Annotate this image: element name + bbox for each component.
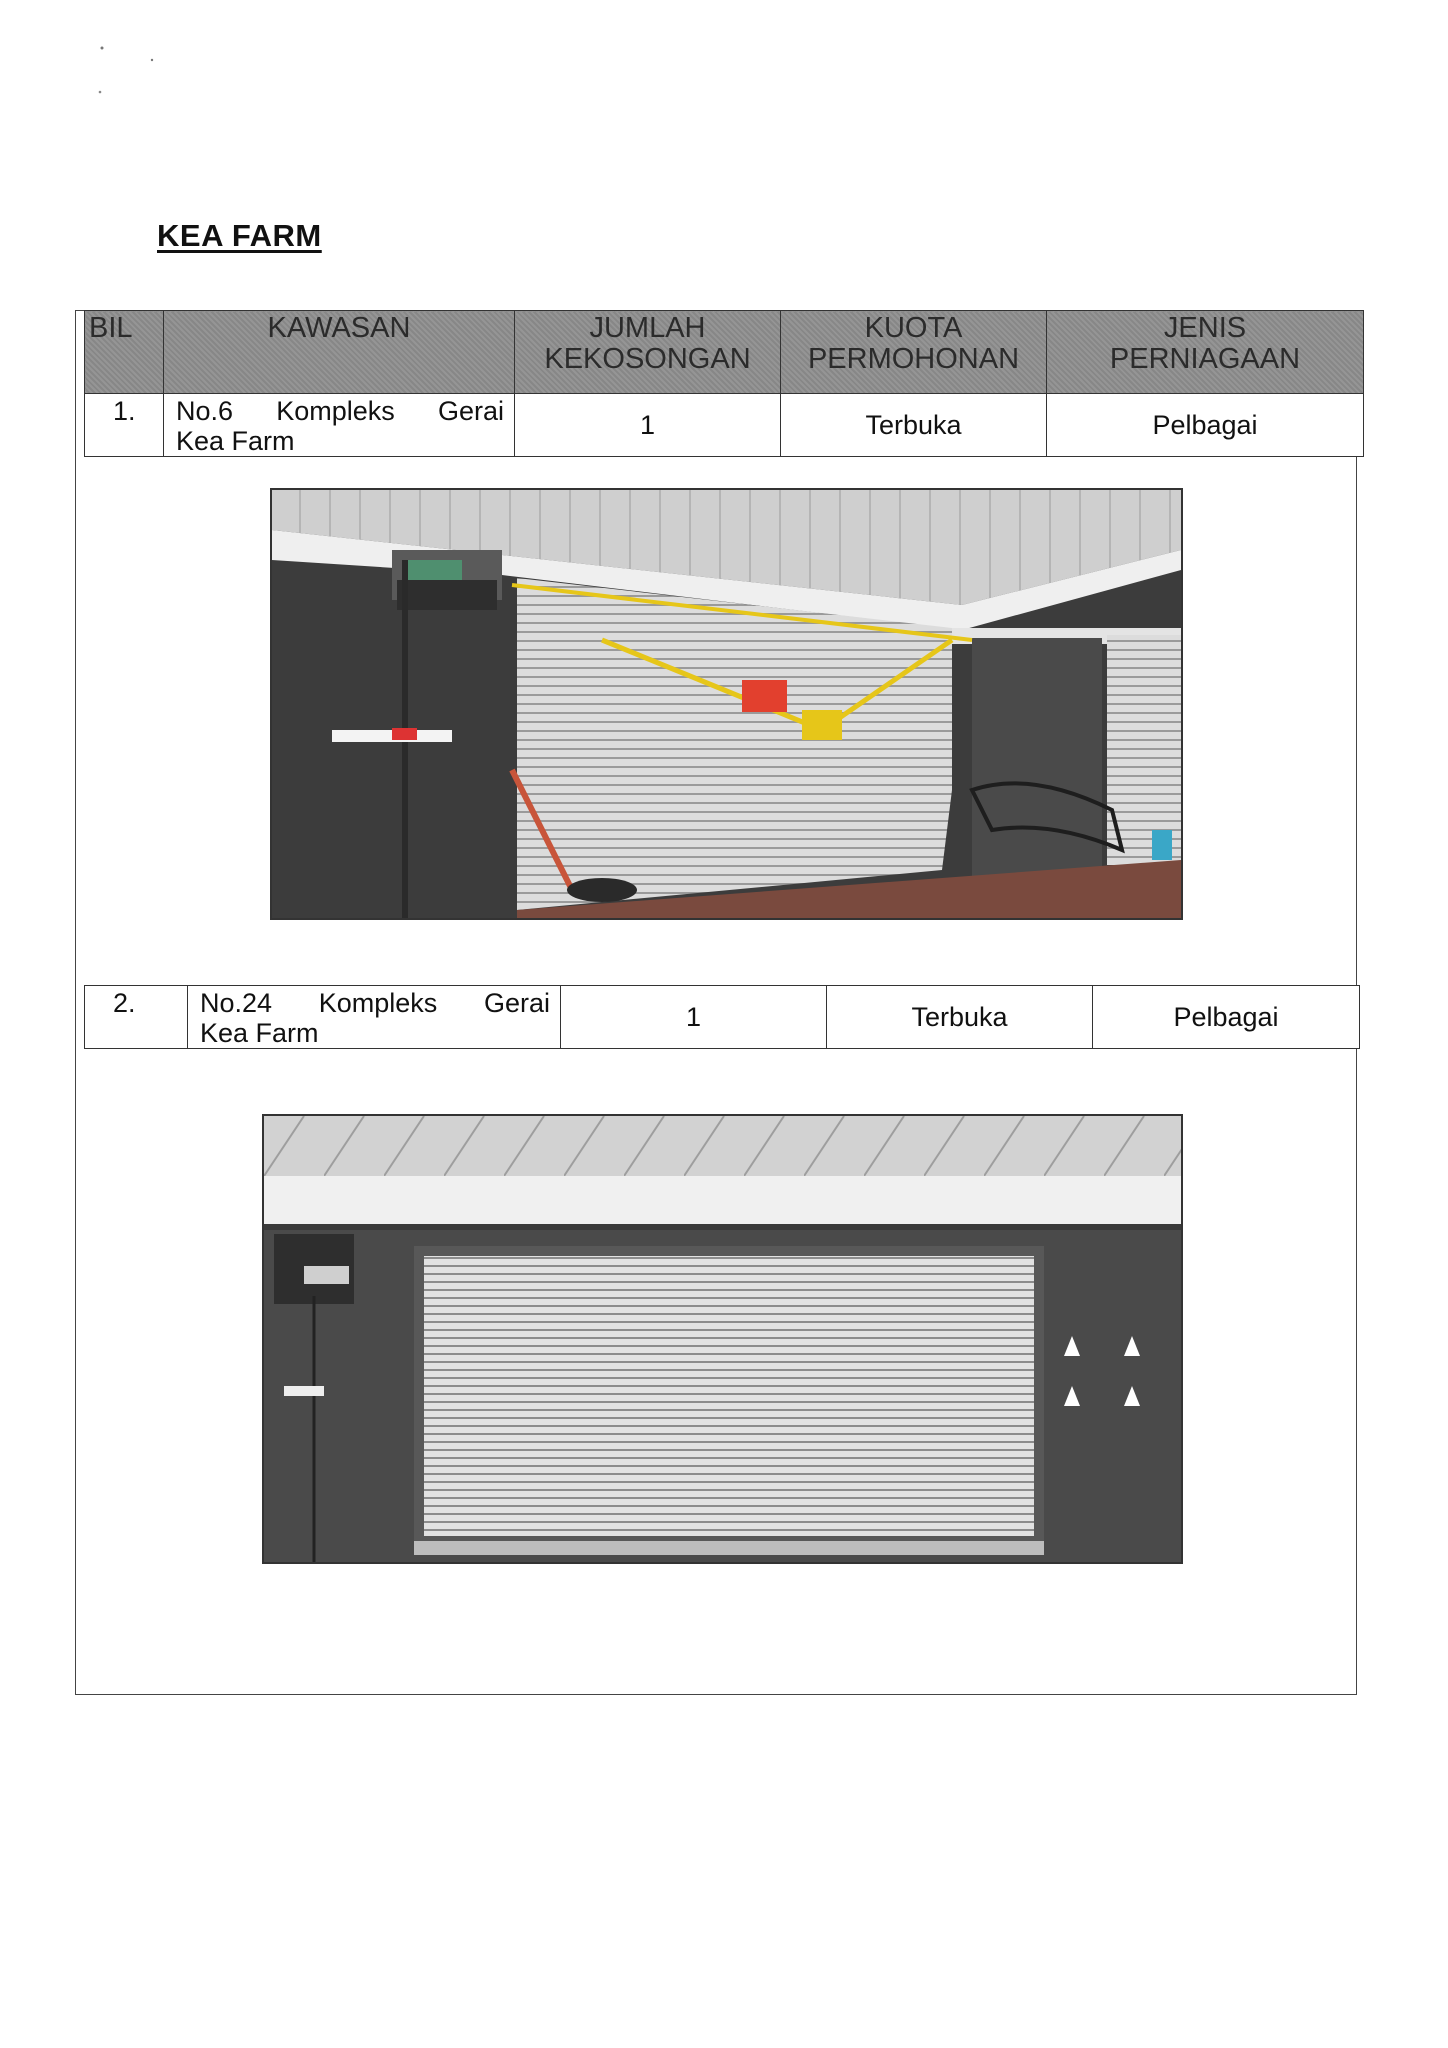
kawasan-line2: Kea Farm — [176, 426, 295, 456]
table-header-row — [85, 311, 1364, 394]
row-kuota: Terbuka — [781, 394, 1047, 457]
header-jumlah-line2: KEKOSONGAN — [544, 343, 751, 375]
row-kuota: Terbuka — [827, 986, 1093, 1049]
row-kawasan — [164, 394, 515, 457]
kawasan-kompleks: Kompleks — [318, 988, 438, 1018]
scan-specks — [40, 40, 180, 120]
kawasan-gerai: Gerai — [437, 396, 504, 426]
row-bil: 2. — [85, 986, 188, 1049]
shop-shutter-illustration — [264, 1116, 1181, 1562]
header-jumlah-line1: JUMLAH — [589, 312, 706, 344]
table-row — [85, 394, 1364, 457]
row-bil: 1. — [85, 394, 164, 457]
header-kuota-line1: KUOTA — [864, 312, 963, 344]
header-kuota — [781, 311, 1047, 394]
row-jumlah: 1 — [561, 986, 827, 1049]
kawasan-no: No.24 — [200, 988, 273, 1018]
row-kawasan — [188, 986, 561, 1049]
header-jenis-line2: PERNIAGAAN — [1109, 343, 1301, 375]
kawasan-no: No.6 — [176, 396, 234, 426]
header-jenis — [1047, 311, 1364, 394]
kawasan-kompleks: Kompleks — [276, 396, 395, 426]
header-jenis-line1: JENIS — [1163, 312, 1247, 344]
stall-photo-1 — [270, 488, 1183, 920]
row-jenis: Pelbagai — [1047, 394, 1364, 457]
kawasan-gerai: Gerai — [483, 988, 550, 1018]
row-jumlah: 1 — [515, 394, 781, 457]
header-bil: BIL — [85, 311, 164, 394]
header-kuota-line2: PERMOHONAN — [807, 343, 1020, 375]
kawasan-line2: Kea Farm — [200, 1018, 319, 1048]
shop-shutter-illustration — [272, 490, 1181, 918]
header-table — [84, 310, 1364, 457]
table-row — [85, 986, 1360, 1049]
header-kawasan: KAWASAN — [164, 311, 515, 394]
stall-photo-2 — [262, 1114, 1183, 1564]
row-2-table — [84, 985, 1360, 1049]
row-jenis: Pelbagai — [1093, 986, 1360, 1049]
page-title: KEA FARM — [157, 218, 322, 253]
header-jumlah — [515, 311, 781, 394]
